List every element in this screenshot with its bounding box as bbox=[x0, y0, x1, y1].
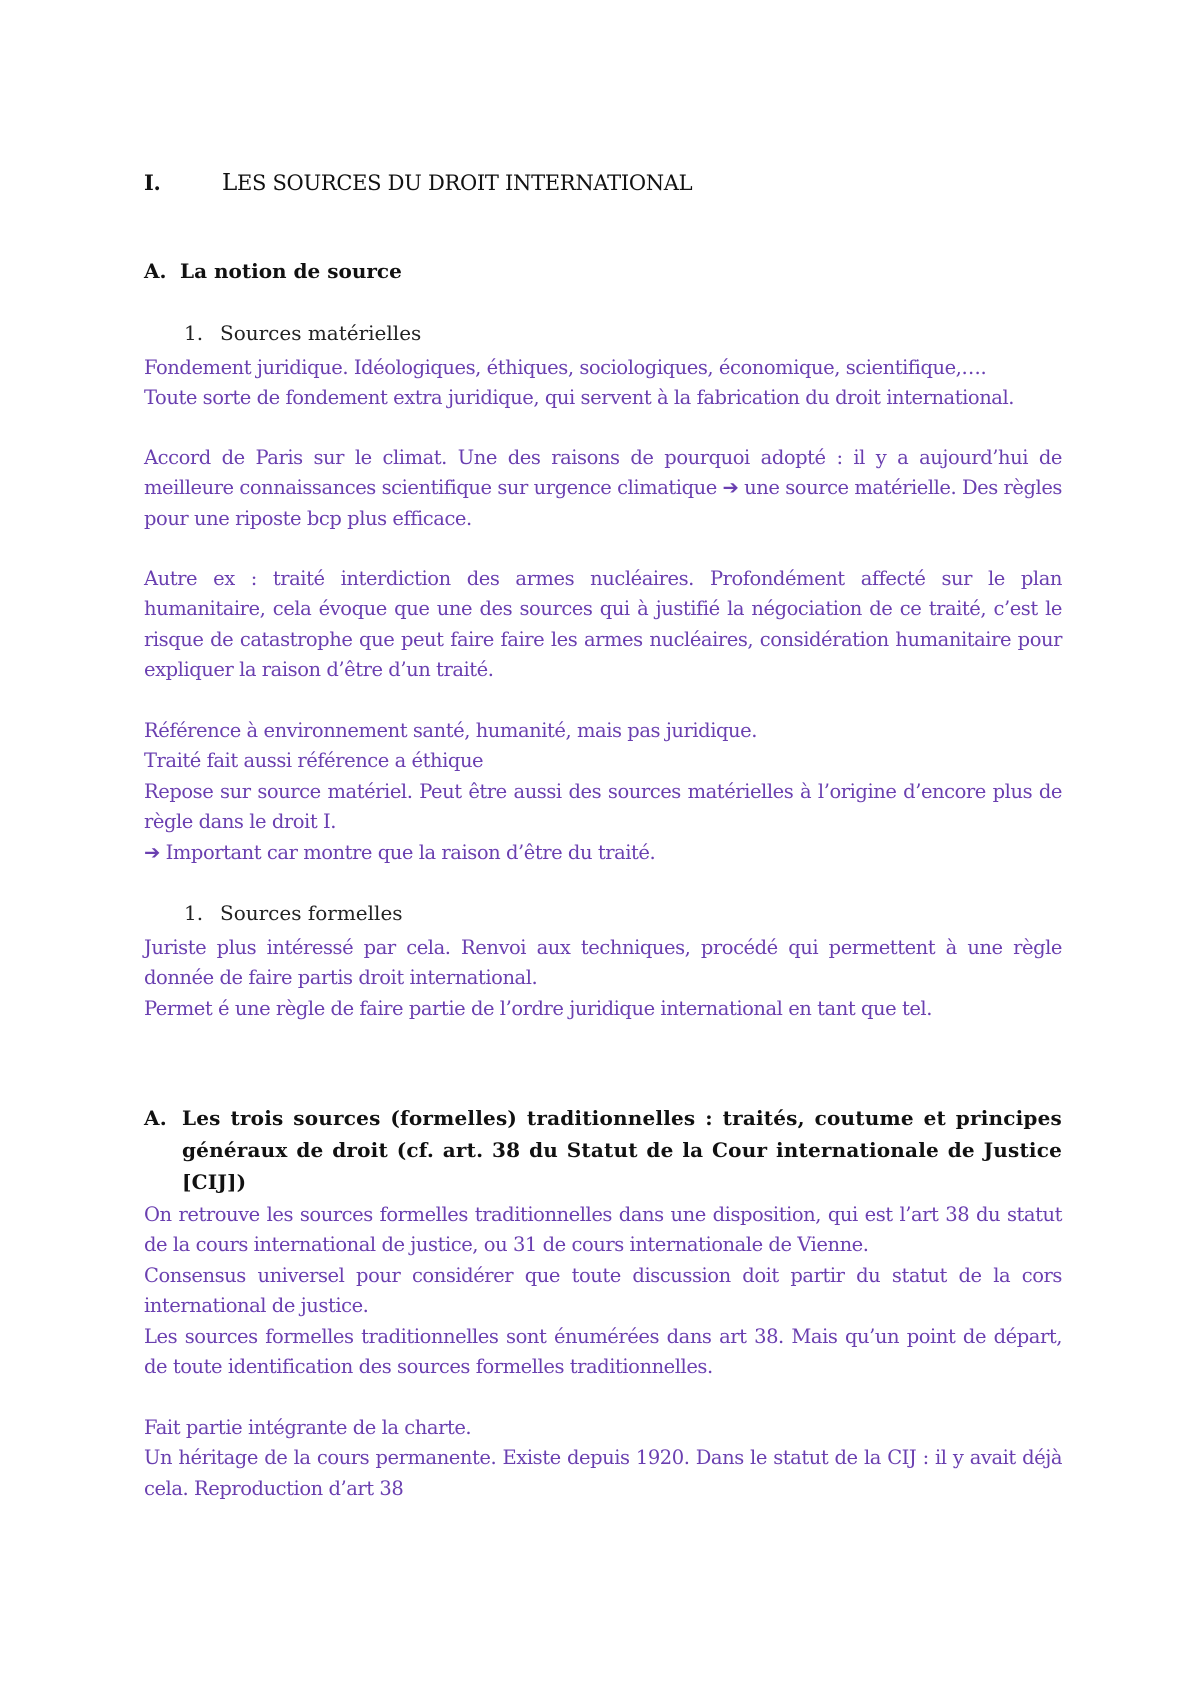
paragraph-line: Référence à environnement santé, humanité, mais pas juridique. bbox=[144, 719, 757, 742]
paragraph-reference bbox=[144, 716, 1062, 868]
paragraph-line: On retrouve les sources formelles traditionnelles dans une disposition, qui est l’art 38 du statut de la cours international de justice, ou 31 de cours internationale de Vienne. bbox=[144, 1203, 1062, 1257]
paragraph-juriste bbox=[144, 933, 1062, 1024]
paragraph-sources-traditionnelles bbox=[144, 1200, 1062, 1382]
subheading-title: Sources matérielles bbox=[220, 321, 422, 345]
subheading-number: 1. bbox=[184, 321, 204, 345]
paragraph-charte bbox=[144, 1413, 1062, 1504]
main-heading bbox=[144, 170, 692, 196]
subheading-sources-formelles bbox=[184, 901, 403, 925]
subheading-number: 1. bbox=[184, 901, 204, 925]
main-heading-number: I. bbox=[144, 170, 161, 195]
section-letter: A. bbox=[144, 1106, 167, 1130]
paragraph-line: Autre ex : traité interdiction des armes nucléaires. Profondément affecté sur le plan humanitaire, cela évoque que une des sources qui à justifié la négociation de ce traité, c’est le risque de catastrophe que peut faire faire les armes nucléaires, considération humanitaire pour expliquer la raison d’être d’un traité. bbox=[144, 567, 1062, 682]
paragraph-line: Fondement juridique. Idéologiques, éthiques, sociologiques, économique, scientifique,…. bbox=[144, 356, 987, 379]
subheading-title: Sources formelles bbox=[220, 901, 403, 925]
paragraph-line: Traité fait aussi référence a éthique bbox=[144, 749, 484, 773]
section-title: La notion de source bbox=[180, 259, 402, 283]
section-letter: A. bbox=[144, 259, 167, 283]
paragraph-line: Repose sur source matériel. Peut être aussi des sources matérielles à l’origine d’encore plus de règle dans le droit I. bbox=[144, 779, 1062, 834]
paragraph-line: ➔ Important car montre que la raison d’être du traité. bbox=[144, 840, 656, 864]
paragraph-accord-paris bbox=[144, 443, 1062, 534]
section-heading-trois-sources bbox=[144, 1102, 1062, 1198]
section-heading-notion bbox=[144, 259, 402, 283]
paragraph-line: Permet é une règle de faire partie de l’ordre juridique international en tant que tel. bbox=[144, 996, 932, 1020]
paragraph-line: Juriste plus intéressé par cela. Renvoi aux techniques, procédé qui permettent à une règle donnée de faire partis droit international. bbox=[144, 936, 1062, 990]
paragraph-line: Accord de Paris sur le climat. Une des raisons de pourquoi adopté : il y a aujourd’hui de meilleure connaissances scientifique sur urgence climatique ➔ une source matérielle. Des règles pour une riposte bcp plus efficace. bbox=[144, 446, 1062, 530]
subheading-sources-materielles bbox=[184, 321, 421, 345]
paragraph-line: Fait partie intégrante de la charte. bbox=[144, 1416, 472, 1439]
paragraph-armes-nucleaires bbox=[144, 564, 1062, 686]
paragraph-fondement bbox=[144, 353, 1062, 414]
paragraph-line: Les sources formelles traditionnelles sont énumérées dans art 38. Mais qu’un point de départ, de toute identification des sources formelles traditionnelles. bbox=[144, 1324, 1062, 1379]
main-heading-text: ES SOURCES DU DROIT INTERNATIONAL bbox=[236, 171, 693, 195]
section-title: Les trois sources (formelles) traditionnelles : traités, coutume et principes généraux de droit (cf. art. 38 du Statut de la Cour internationale de Justice [CIJ]) bbox=[182, 1106, 1062, 1194]
paragraph-line: Consensus universel pour considérer que toute discussion doit partir du statut de la cors international de justice. bbox=[144, 1263, 1062, 1318]
paragraph-line: Un héritage de la cours permanente. Existe depuis 1920. Dans le statut de la CIJ : il y avait déjà cela. Reproduction d’art 38 bbox=[144, 1446, 1062, 1500]
paragraph-line: Toute sorte de fondement extra juridique, qui servent à la fabrication du droit international. bbox=[144, 386, 1015, 410]
main-heading-initial: L bbox=[222, 170, 237, 196]
